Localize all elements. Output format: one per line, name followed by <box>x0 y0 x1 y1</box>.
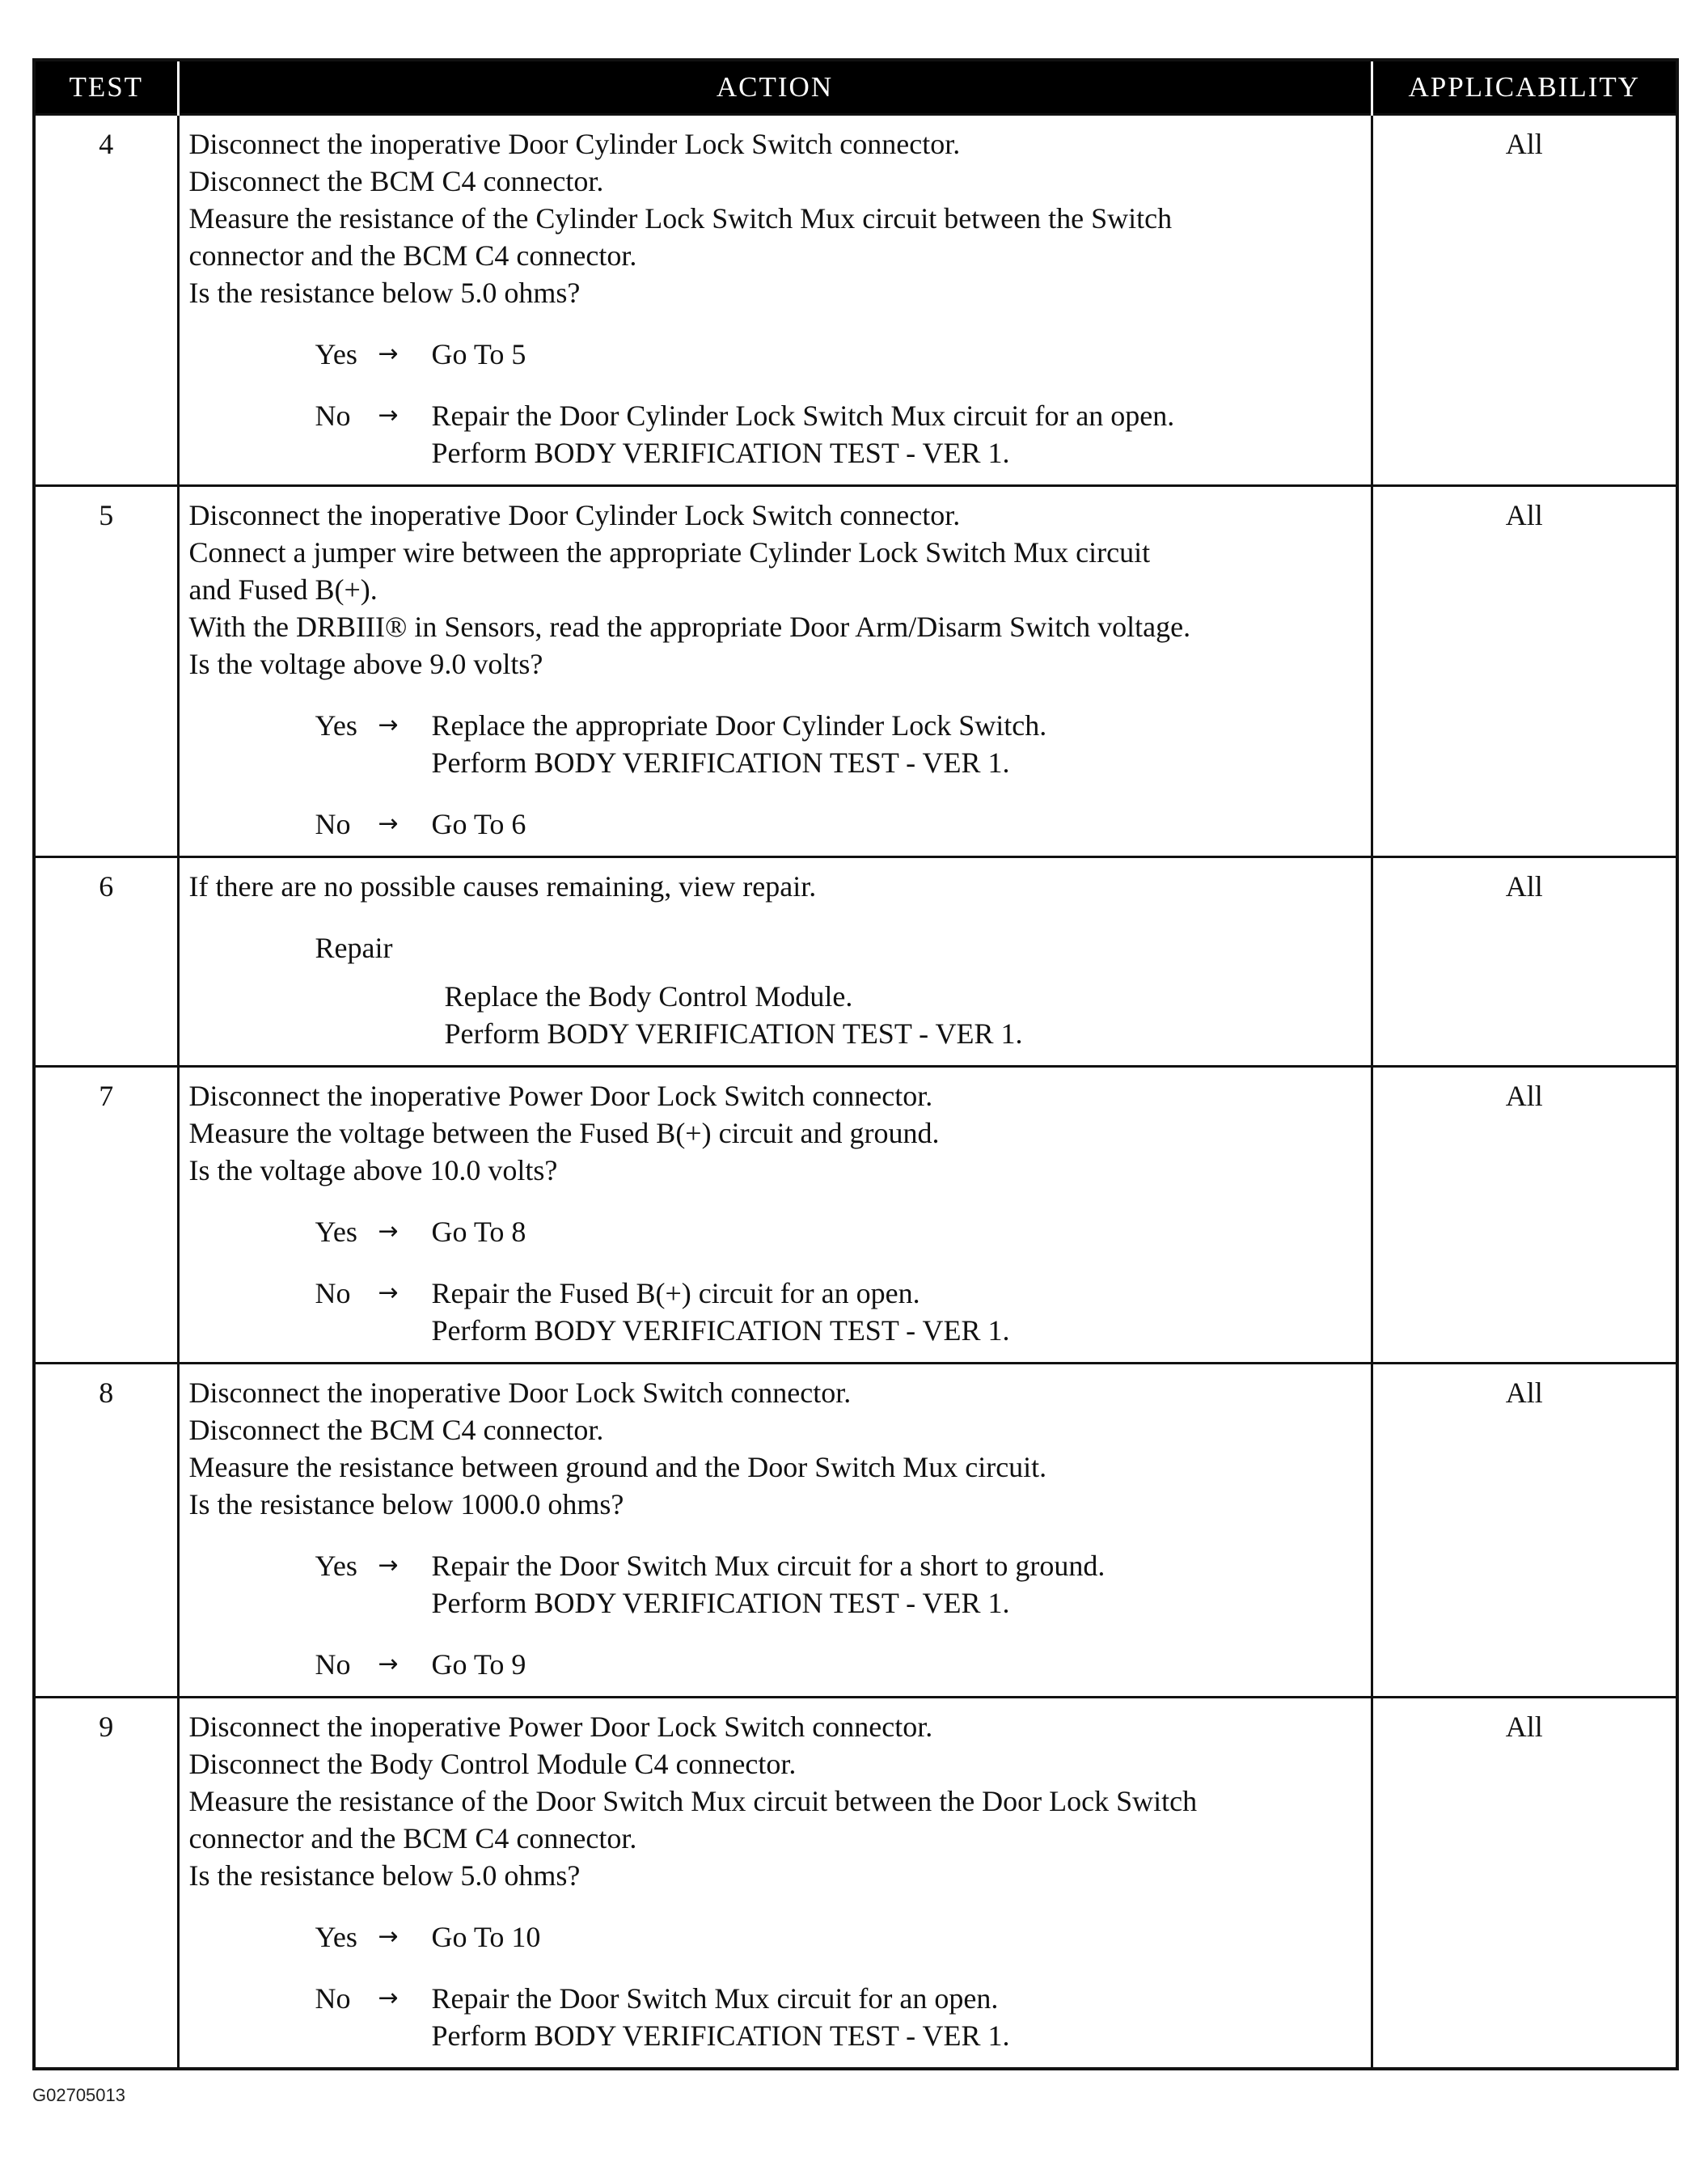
table-row <box>34 857 1677 1067</box>
action-step: Is the voltage above 10.0 volts? <box>188 1154 558 1186</box>
yes-answer-label: Yes <box>315 709 357 742</box>
test-number: 9 <box>34 1698 178 2070</box>
right-arrow-icon: → <box>378 401 399 429</box>
right-arrow-icon: → <box>378 1984 399 2012</box>
action-cell <box>178 857 1372 1067</box>
no-result <box>432 1275 1010 1349</box>
test-number: 4 <box>34 115 178 486</box>
action-step: Is the resistance below 1000.0 ohms? <box>188 1488 624 1520</box>
yes-branch <box>189 707 1364 781</box>
right-arrow-icon: → <box>378 1217 399 1245</box>
yes-answer-label: Yes <box>315 338 357 370</box>
action-step: Measure the resistance of the Cylinder Lock Switch Mux circuit between the Switch <box>188 202 1173 235</box>
test-number: 8 <box>34 1364 178 1698</box>
result-line: Go To 10 <box>431 1921 541 1953</box>
right-arrow-icon: → <box>378 1922 399 1951</box>
yes-answer-label: Yes <box>315 1921 357 1953</box>
action-step: connector and the BCM C4 connector. <box>188 239 637 272</box>
yes-answer-label: Yes <box>315 1550 357 1582</box>
action-step: Disconnect the BCM C4 connector. <box>188 1414 604 1446</box>
action-step: Disconnect the BCM C4 connector. <box>188 165 604 197</box>
no-answer-label: No <box>315 1982 351 2015</box>
no-branch <box>189 1980 1364 2054</box>
applicability-value: All <box>1372 1067 1677 1364</box>
result-line: Go To 8 <box>431 1216 526 1248</box>
table-row <box>34 1364 1677 1698</box>
no-result <box>432 806 526 843</box>
action-step: Is the resistance below 5.0 ohms? <box>188 1859 581 1892</box>
action-step: connector and the BCM C4 connector. <box>188 1822 637 1854</box>
result-line: Go To 6 <box>431 808 526 840</box>
result-line: Repair the Fused B(+) circuit for an open. <box>431 1277 920 1309</box>
figure-id: G02705013 <box>32 2085 125 2105</box>
right-arrow-icon: → <box>378 1551 399 1580</box>
applicability-value: All <box>1372 1364 1677 1698</box>
no-answer-label: No <box>315 1648 351 1681</box>
applicability-value: All <box>1372 486 1677 857</box>
no-result <box>432 1646 526 1683</box>
yes-branch <box>189 1918 1364 1956</box>
header-action: ACTION <box>178 60 1372 115</box>
yes-result <box>432 707 1047 781</box>
no-result <box>432 397 1175 472</box>
diagnostic-test-table <box>32 58 1679 2070</box>
yes-branch <box>189 336 1364 373</box>
result-line: Replace the appropriate Door Cylinder Lock Switch. <box>431 709 1047 742</box>
no-answer-label: No <box>315 808 351 840</box>
result-line: Perform BODY VERIFICATION TEST - VER 1. <box>431 746 1010 779</box>
result-line: Repair the Door Cylinder Lock Switch Mux circuit for an open. <box>431 400 1175 432</box>
result-line: Perform BODY VERIFICATION TEST - VER 1. <box>431 1587 1010 1619</box>
right-arrow-icon: → <box>378 810 399 838</box>
result-line: Repair the Door Switch Mux circuit for an open. <box>431 1982 999 2015</box>
no-branch <box>189 1275 1364 1349</box>
action-step: Is the resistance below 5.0 ohms? <box>188 277 581 309</box>
applicability-value: All <box>1372 115 1677 486</box>
repair-block <box>189 929 1364 1052</box>
result-line: Repair the Door Switch Mux circuit for a short to ground. <box>431 1550 1106 1582</box>
result-line: Perform BODY VERIFICATION TEST - VER 1. <box>431 2019 1010 2052</box>
repair-line: Perform BODY VERIFICATION TEST - VER 1. <box>444 1017 1023 1050</box>
repair-instructions <box>315 978 1364 1052</box>
right-arrow-icon: → <box>378 1650 399 1678</box>
action-step: With the DRBIII® in Sensors, read the appropriate Door Arm/Disarm Switch voltage. <box>188 611 1191 643</box>
action-step: Disconnect the inoperative Power Door Lock Switch connector. <box>188 1711 933 1743</box>
repair-line: Replace the Body Control Module. <box>444 980 853 1013</box>
yes-result <box>432 1918 541 1956</box>
test-number: 6 <box>34 857 178 1067</box>
action-step: Connect a jumper wire between the appropriate Cylinder Lock Switch Mux circuit <box>188 536 1151 569</box>
result-line: Perform BODY VERIFICATION TEST - VER 1. <box>431 437 1010 469</box>
action-step: Measure the voltage between the Fused B(+) circuit and ground. <box>188 1117 940 1149</box>
test-number: 7 <box>34 1067 178 1364</box>
action-step: Disconnect the inoperative Door Cylinder Lock Switch connector. <box>188 128 961 160</box>
action-step: Measure the resistance between ground and the Door Switch Mux circuit. <box>188 1451 1047 1483</box>
right-arrow-icon: → <box>378 340 399 368</box>
test-number: 5 <box>34 486 178 857</box>
no-branch <box>189 1646 1364 1683</box>
action-cell <box>178 486 1372 857</box>
right-arrow-icon: → <box>378 711 399 739</box>
right-arrow-icon: → <box>378 1279 399 1307</box>
yes-result <box>432 1213 526 1250</box>
yes-answer-label: Yes <box>315 1216 357 1248</box>
action-cell <box>178 1067 1372 1364</box>
no-branch <box>189 806 1364 843</box>
table-header-row <box>34 60 1677 115</box>
repair-label: Repair <box>315 932 393 964</box>
yes-result <box>432 1547 1106 1622</box>
action-step: Disconnect the inoperative Door Lock Switch connector. <box>188 1377 852 1409</box>
header-applicability: APPLICABILITY <box>1372 60 1677 115</box>
no-answer-label: No <box>315 1277 351 1309</box>
result-line: Perform BODY VERIFICATION TEST - VER 1. <box>431 1314 1010 1347</box>
action-step: Disconnect the inoperative Power Door Lock Switch connector. <box>188 1080 933 1112</box>
action-step: and Fused B(+). <box>188 573 378 606</box>
yes-branch <box>189 1213 1364 1250</box>
table-row <box>34 115 1677 486</box>
action-cell <box>178 1698 1372 2070</box>
action-step: Disconnect the Body Control Module C4 connector. <box>188 1748 797 1780</box>
table-body <box>34 115 1677 2070</box>
no-result <box>432 1980 1010 2054</box>
applicability-value: All <box>1372 857 1677 1067</box>
action-cell <box>178 115 1372 486</box>
result-line: Go To 9 <box>431 1648 526 1681</box>
table-row <box>34 1698 1677 2070</box>
yes-result <box>432 336 526 373</box>
table-row <box>34 486 1677 857</box>
action-step: If there are no possible causes remaining, view repair. <box>188 870 817 903</box>
result-line: Go To 5 <box>431 338 526 370</box>
table-row <box>34 1067 1677 1364</box>
action-cell <box>178 1364 1372 1698</box>
action-step: Measure the resistance of the Door Switch Mux circuit between the Door Lock Switch <box>188 1785 1198 1817</box>
applicability-value: All <box>1372 1698 1677 2070</box>
no-branch <box>189 397 1364 472</box>
action-step: Is the voltage above 9.0 volts? <box>188 648 543 680</box>
action-step: Disconnect the inoperative Door Cylinder Lock Switch connector. <box>188 499 961 531</box>
header-test: TEST <box>34 60 178 115</box>
no-answer-label: No <box>315 400 351 432</box>
yes-branch <box>189 1547 1364 1622</box>
